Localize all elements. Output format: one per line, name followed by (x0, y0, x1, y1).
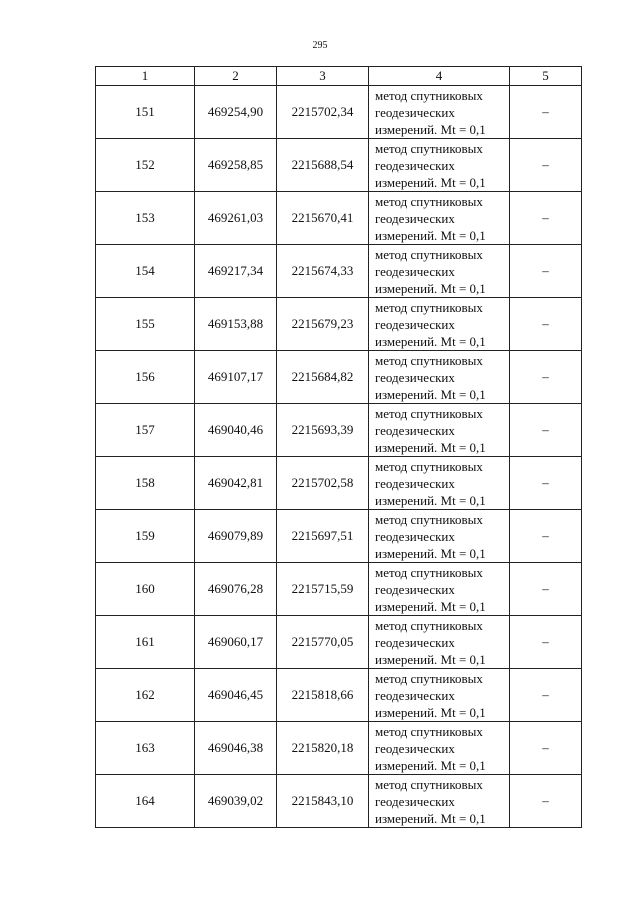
table-row (96, 404, 582, 457)
table-row (96, 245, 582, 298)
point-number-cell: 158 (96, 457, 195, 510)
note-cell: – (510, 245, 582, 298)
point-number-cell: 160 (96, 563, 195, 616)
note-cell: – (510, 457, 582, 510)
x-coordinate-cell: 469079,89 (195, 510, 277, 563)
y-coordinate-cell: 2215702,34 (277, 86, 369, 139)
x-coordinate-cell: 469042,81 (195, 457, 277, 510)
point-number-cell: 159 (96, 510, 195, 563)
note-cell: – (510, 510, 582, 563)
point-number-cell: 152 (96, 139, 195, 192)
y-coordinate-cell: 2215818,66 (277, 669, 369, 722)
method-cell: метод спутниковых геодезических измерений. Mt = 0,1 (369, 351, 510, 404)
table-row (96, 86, 582, 139)
y-coordinate-cell: 2215715,59 (277, 563, 369, 616)
method-cell: метод спутниковых геодезических измерений. Mt = 0,1 (369, 245, 510, 298)
method-cell: метод спутниковых геодезических измерений. Mt = 0,1 (369, 510, 510, 563)
point-number-cell: 153 (96, 192, 195, 245)
x-coordinate-cell: 469060,17 (195, 616, 277, 669)
x-coordinate-cell: 469107,17 (195, 351, 277, 404)
header-cell-1: 1 (96, 67, 195, 86)
method-cell: метод спутниковых геодезических измерений. Mt = 0,1 (369, 139, 510, 192)
note-cell: – (510, 404, 582, 457)
note-cell: – (510, 192, 582, 245)
header-cell-2: 2 (195, 67, 277, 86)
method-cell: метод спутниковых геодезических измерений. Mt = 0,1 (369, 298, 510, 351)
x-coordinate-cell: 469217,34 (195, 245, 277, 298)
table-row (96, 616, 582, 669)
coordinates-table (95, 66, 582, 828)
y-coordinate-cell: 2215684,82 (277, 351, 369, 404)
note-cell: – (510, 722, 582, 775)
point-number-cell: 162 (96, 669, 195, 722)
table-row (96, 669, 582, 722)
note-cell: – (510, 669, 582, 722)
method-cell: метод спутниковых геодезических измерений. Mt = 0,1 (369, 669, 510, 722)
table-row (96, 775, 582, 828)
method-cell: метод спутниковых геодезических измерений. Mt = 0,1 (369, 563, 510, 616)
note-cell: – (510, 298, 582, 351)
x-coordinate-cell: 469261,03 (195, 192, 277, 245)
point-number-cell: 163 (96, 722, 195, 775)
point-number-cell: 161 (96, 616, 195, 669)
method-cell: метод спутниковых геодезических измерений. Mt = 0,1 (369, 457, 510, 510)
note-cell: – (510, 775, 582, 828)
method-cell: метод спутниковых геодезических измерений. Mt = 0,1 (369, 616, 510, 669)
x-coordinate-cell: 469046,38 (195, 722, 277, 775)
x-coordinate-cell: 469153,88 (195, 298, 277, 351)
y-coordinate-cell: 2215702,58 (277, 457, 369, 510)
header-cell-3: 3 (277, 67, 369, 86)
point-number-cell: 157 (96, 404, 195, 457)
point-number-cell: 151 (96, 86, 195, 139)
point-number-cell: 154 (96, 245, 195, 298)
note-cell: – (510, 139, 582, 192)
table-row (96, 351, 582, 404)
table-row (96, 722, 582, 775)
x-coordinate-cell: 469258,85 (195, 139, 277, 192)
method-cell: метод спутниковых геодезических измерений. Mt = 0,1 (369, 86, 510, 139)
y-coordinate-cell: 2215674,33 (277, 245, 369, 298)
note-cell: – (510, 86, 582, 139)
x-coordinate-cell: 469039,02 (195, 775, 277, 828)
method-cell: метод спутниковых геодезических измерений. Mt = 0,1 (369, 404, 510, 457)
y-coordinate-cell: 2215820,18 (277, 722, 369, 775)
table-row (96, 298, 582, 351)
y-coordinate-cell: 2215670,41 (277, 192, 369, 245)
note-cell: – (510, 616, 582, 669)
table-row (96, 457, 582, 510)
method-cell: метод спутниковых геодезических измерений. Mt = 0,1 (369, 192, 510, 245)
y-coordinate-cell: 2215770,05 (277, 616, 369, 669)
y-coordinate-cell: 2215693,39 (277, 404, 369, 457)
table-row (96, 510, 582, 563)
method-cell: метод спутниковых геодезических измерений. Mt = 0,1 (369, 775, 510, 828)
table-header-row (96, 67, 582, 86)
y-coordinate-cell: 2215688,54 (277, 139, 369, 192)
page-number: 295 (312, 40, 328, 51)
y-coordinate-cell: 2215697,51 (277, 510, 369, 563)
x-coordinate-cell: 469046,45 (195, 669, 277, 722)
note-cell: – (510, 351, 582, 404)
x-coordinate-cell: 469040,46 (195, 404, 277, 457)
header-cell-5: 5 (510, 67, 582, 86)
method-cell: метод спутниковых геодезических измерений. Mt = 0,1 (369, 722, 510, 775)
table-row (96, 139, 582, 192)
header-cell-4: 4 (369, 67, 510, 86)
point-number-cell: 155 (96, 298, 195, 351)
note-cell: – (510, 563, 582, 616)
table-body (96, 86, 582, 828)
y-coordinate-cell: 2215679,23 (277, 298, 369, 351)
y-coordinate-cell: 2215843,10 (277, 775, 369, 828)
x-coordinate-cell: 469254,90 (195, 86, 277, 139)
x-coordinate-cell: 469076,28 (195, 563, 277, 616)
point-number-cell: 164 (96, 775, 195, 828)
point-number-cell: 156 (96, 351, 195, 404)
table-row (96, 192, 582, 245)
table-row (96, 563, 582, 616)
